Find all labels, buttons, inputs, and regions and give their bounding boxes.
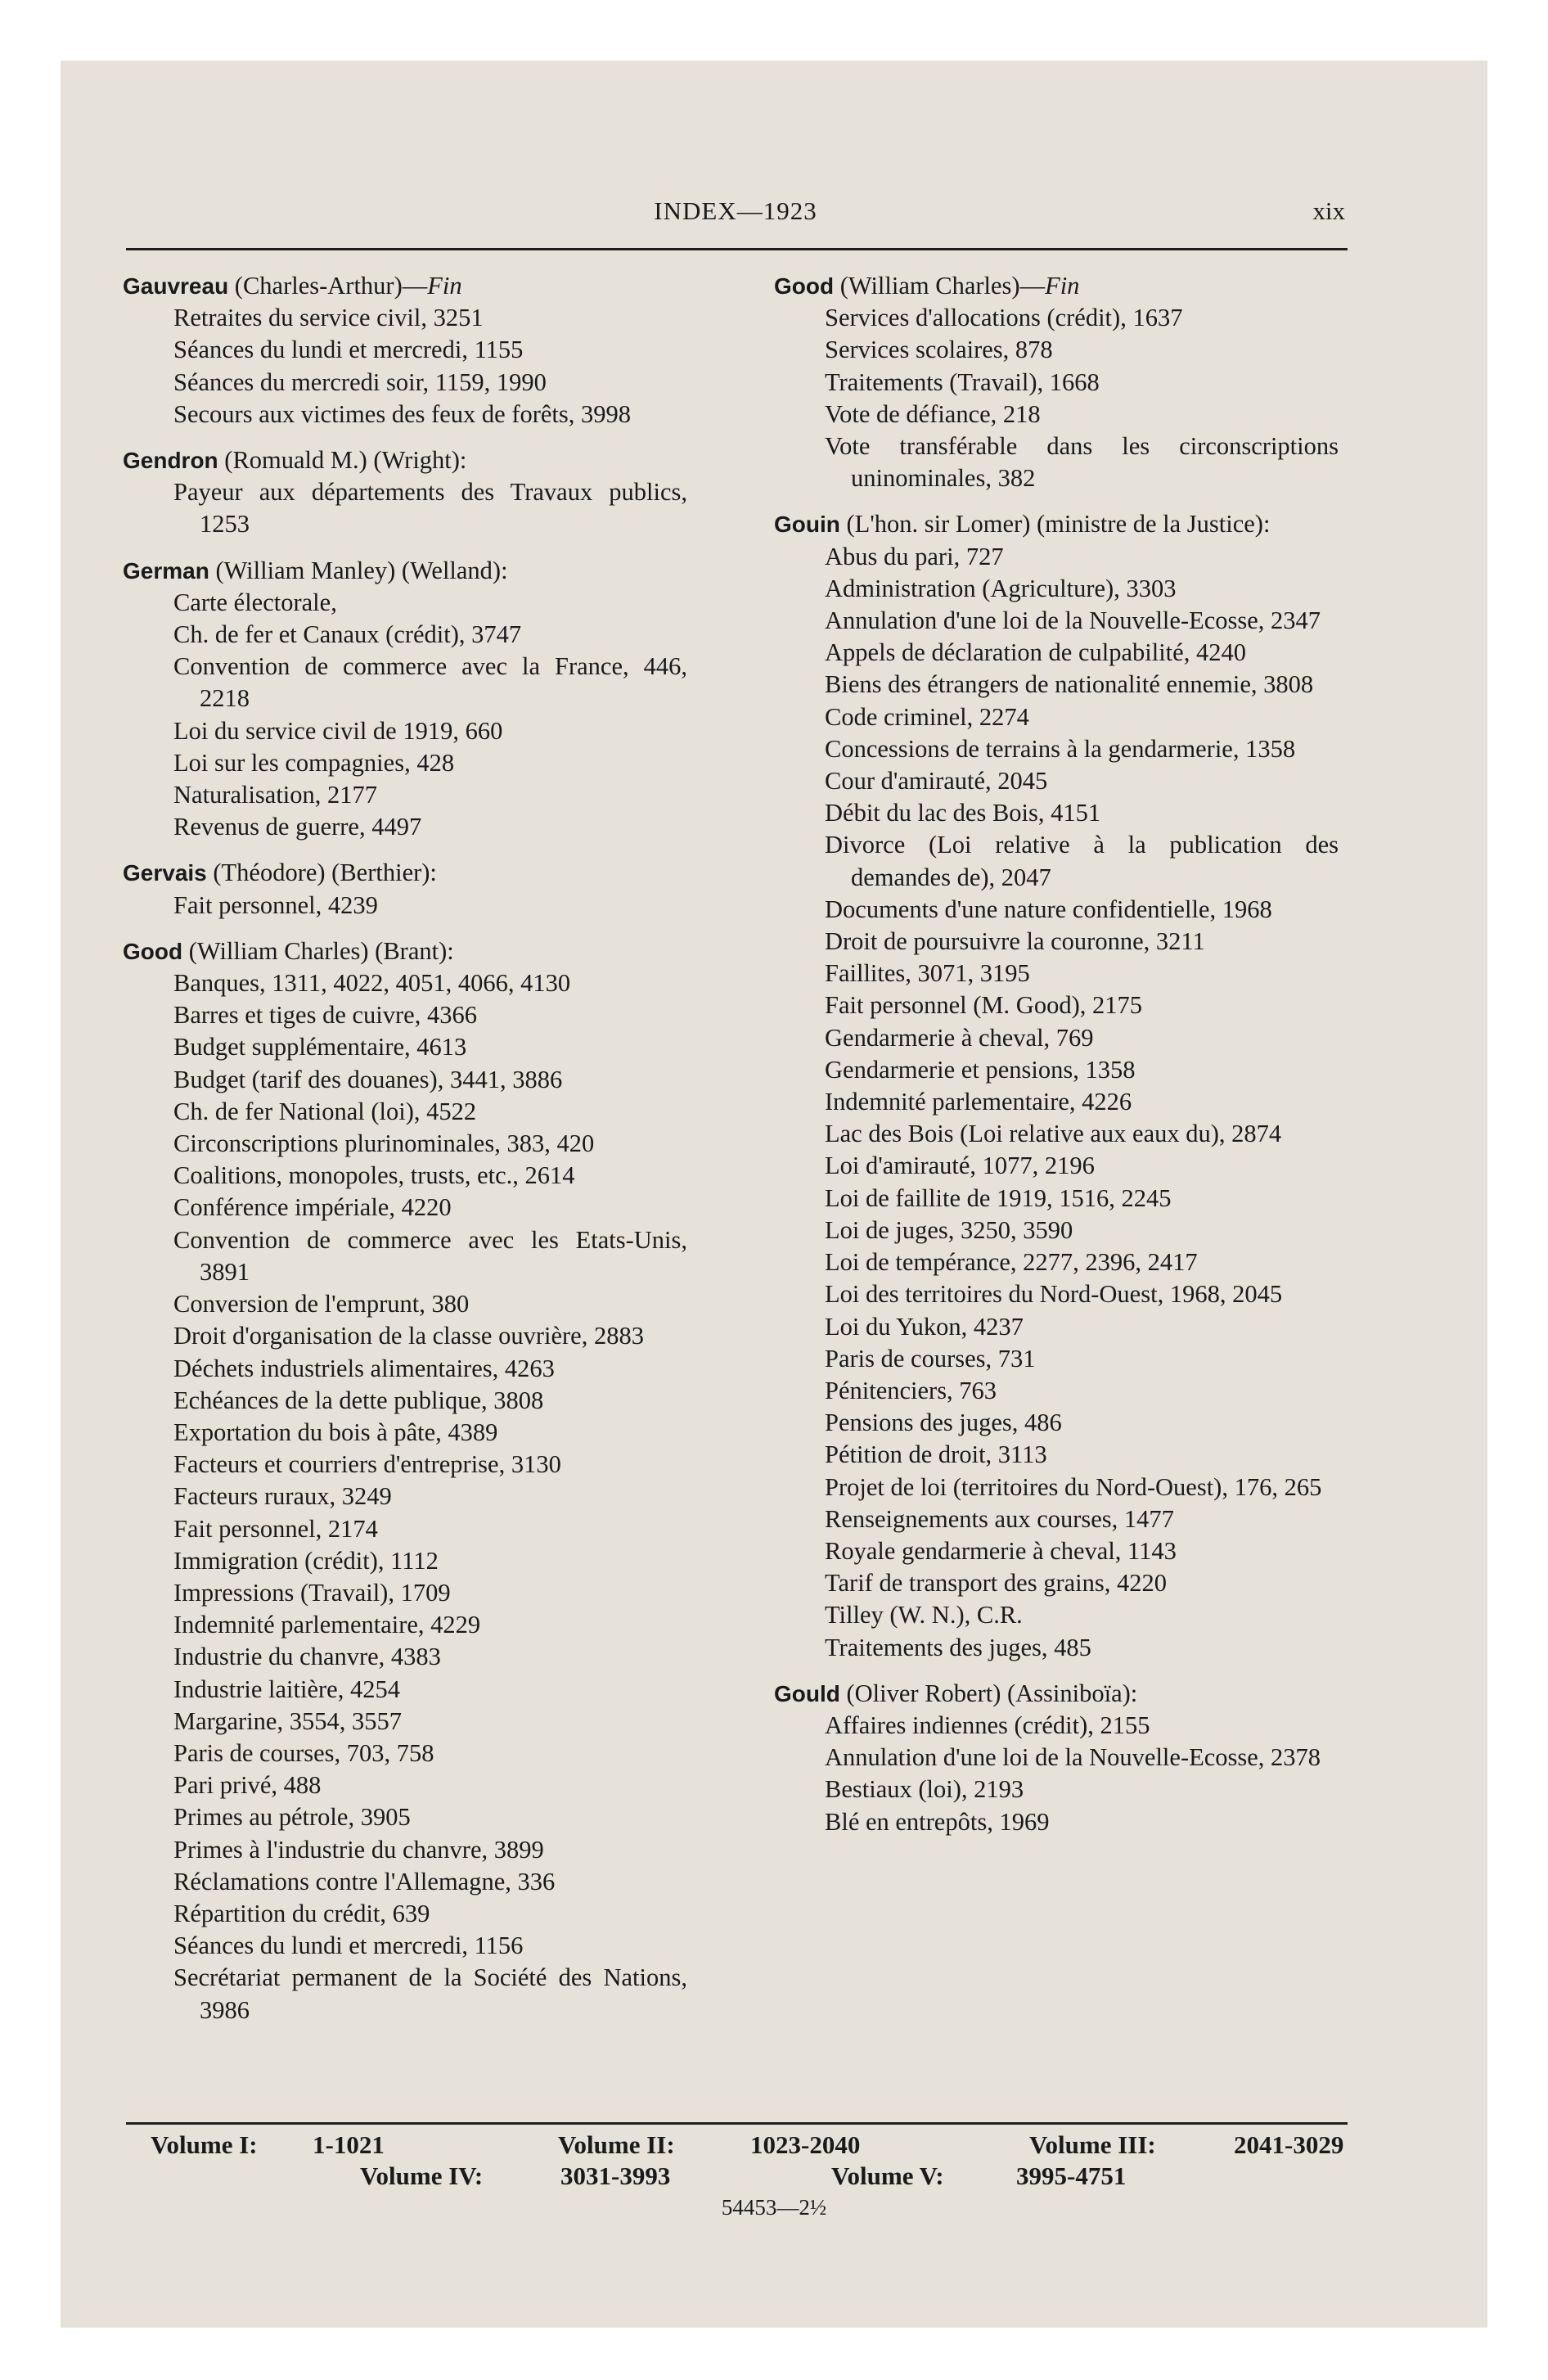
member-riding: (Oliver Robert) (Assiniboïa): <box>839 1679 1138 1707</box>
member-name: Gouin <box>774 512 840 538</box>
member-riding: (William Charles) (Brant): <box>182 936 454 965</box>
subject-entry: Droit de poursuivre la couronne, 3211 <box>825 927 1205 956</box>
subject-entry: Payeur aux départements des Travaux publics, 1253 <box>173 478 687 539</box>
member-name: Gervais <box>123 860 207 886</box>
subject-entry: Revenus de guerre, 4497 <box>173 813 422 841</box>
subject-entry: Fait personnel, 2174 <box>173 1514 378 1543</box>
subject-entry: Echéances de la dette publique, 3808 <box>173 1386 544 1414</box>
subject-entry: Code criminel, 2274 <box>825 702 1029 731</box>
entry-heading <box>774 270 1339 302</box>
subject-entry: Renseignements aux courses, 1477 <box>825 1504 1174 1533</box>
subject-entry: Loi sur les compagnies, 428 <box>173 748 455 777</box>
member-riding: (L'hon. sir Lomer) (ministre de la Justice): <box>839 510 1271 539</box>
subject-entry: Cour d'amirauté, 2045 <box>825 767 1048 796</box>
subject-entry: Royale gendarmerie à cheval, 1143 <box>825 1536 1177 1565</box>
running-head <box>126 196 1345 237</box>
entry-heading <box>774 508 1339 540</box>
subject-entry: Faillites, 3071, 3195 <box>825 959 1030 988</box>
subject-entry: Budget (tarif des douanes), 3441, 3886 <box>173 1065 563 1093</box>
page-title: INDEX—1923 <box>654 196 817 225</box>
subject-entry: Paris de courses, 731 <box>825 1344 1036 1373</box>
subject-entry: Pétition de droit, 3113 <box>825 1440 1047 1469</box>
subject-entry: Loi des territoires du Nord-Ouest, 1968, 2045 <box>825 1280 1283 1309</box>
left-column <box>123 270 687 2040</box>
subject-entry: Droit d'organisation de la classe ouvrière, 2883 <box>173 1322 644 1350</box>
member-name: Good <box>774 273 835 299</box>
entry-heading <box>123 444 687 476</box>
subject-entry: Divorce (Loi relative à la publication des demandes de), 2047 <box>825 831 1339 891</box>
subject-entry: Coalitions, monopoles, trusts, etc., 2614 <box>173 1161 575 1190</box>
page-number: xix <box>1312 196 1345 225</box>
subject-entry: Lac des Bois (Loi relative aux eaux du), 2874 <box>825 1120 1282 1148</box>
subject-entry: Convention de commerce avec les Etats-Unis, 3891 <box>173 1225 687 1286</box>
volume-5-label: Volume V: <box>831 2161 944 2190</box>
subject-entry: Convention de commerce avec la France, 446, 2218 <box>173 652 687 713</box>
footer-rule <box>126 2122 1348 2125</box>
index-entry <box>123 444 687 541</box>
volume-2-label: Volume II: <box>558 2130 675 2159</box>
subject-entry: Réclamations contre l'Allemagne, 336 <box>173 1867 556 1895</box>
subject-entry: Carte électorale, <box>173 588 337 616</box>
member-riding: (Théodore) (Berthier): <box>206 859 437 887</box>
subject-entry: Ch. de fer National (loi), 4522 <box>173 1097 477 1125</box>
subject-entry: Séances du lundi et mercredi, 1156 <box>173 1931 524 1960</box>
subject-entry: Fait personnel, 4239 <box>173 890 378 919</box>
member-name: German <box>123 557 209 584</box>
subject-entry: Biens des étrangers de nationalité ennemie, 3808 <box>825 670 1314 699</box>
volume-3-label: Volume III: <box>1029 2130 1156 2159</box>
printer-signature: 54453—2½ <box>721 2195 827 2220</box>
volume-4-label: Volume IV: <box>360 2161 484 2190</box>
entry-heading <box>123 555 687 587</box>
volume-3-range: 2041-3029 <box>1234 2130 1344 2159</box>
subject-entry: Loi du Yukon, 4237 <box>825 1312 1024 1341</box>
subject-entry: Documents d'une nature confidentielle, 1968 <box>825 895 1272 923</box>
subject-entry: Secours aux victimes des feux de forêts, 3998 <box>173 399 632 428</box>
subject-entry: Secrétariat permanent de la Société des Nations, 3986 <box>173 1963 687 2024</box>
subject-entry: Impressions (Travail), 1709 <box>173 1578 451 1607</box>
subject-entry: Services d'allocations (crédit), 1637 <box>825 304 1183 332</box>
subject-entry: Séances du mercredi soir, 1159, 1990 <box>173 367 547 396</box>
index-entry <box>123 857 687 921</box>
subject-entry: Pénitenciers, 763 <box>825 1376 997 1404</box>
volume-2-range: 1023-2040 <box>750 2130 861 2159</box>
volume-5-range: 3995-4751 <box>1016 2161 1127 2190</box>
subject-entry: Ch. de fer et Canaux (crédit), 3747 <box>173 620 522 649</box>
index-entry <box>774 270 1339 494</box>
entry-heading <box>123 935 687 967</box>
member-name: Good <box>123 938 183 964</box>
subject-entry: Facteurs et courriers d'entreprise, 3130 <box>173 1450 561 1479</box>
subject-entry: Séances du lundi et mercredi, 1155 <box>173 336 524 364</box>
subject-entry: Tarif de transport des grains, 4220 <box>825 1569 1167 1598</box>
entry-heading <box>123 857 687 889</box>
subject-entry: Banques, 1311, 4022, 4051, 4066, 4130 <box>173 969 571 998</box>
subject-entry: Conférence impériale, 4220 <box>173 1193 452 1222</box>
volume-1-range: 1-1021 <box>313 2130 385 2159</box>
subject-entry: Loi de faillite de 1919, 1516, 2245 <box>825 1183 1172 1212</box>
subject-entry: Projet de loi (territoires du Nord-Ouest), 176, 265 <box>825 1472 1322 1501</box>
index-entry <box>774 1678 1339 1838</box>
member-name: Gendron <box>123 448 218 474</box>
subject-entry: Administration (Agriculture), 3303 <box>825 574 1177 602</box>
subject-entry: Industrie du chanvre, 4383 <box>173 1643 441 1671</box>
subject-entry: Services scolaires, 878 <box>825 336 1053 364</box>
subject-entry: Annulation d'une loi de la Nouvelle-Ecosse, 2347 <box>825 606 1321 635</box>
entry-heading <box>123 270 687 302</box>
index-entry <box>123 935 687 2026</box>
member-riding: (Charles-Arthur)— <box>228 272 428 300</box>
subject-entry: Indemnité parlementaire, 4229 <box>173 1611 481 1639</box>
continuation-marker: Fin <box>427 272 462 300</box>
subject-entry: Margarine, 3554, 3557 <box>173 1706 402 1735</box>
subject-entry: Affaires indiennes (crédit), 2155 <box>825 1711 1150 1739</box>
volume-1-label: Volume I: <box>151 2130 258 2159</box>
subject-entry: Retraites du service civil, 3251 <box>173 304 484 332</box>
subject-entry: Primes à l'industrie du chanvre, 3899 <box>173 1835 544 1864</box>
entry-heading <box>774 1678 1339 1710</box>
member-riding: (Romuald M.) (Wright): <box>218 446 467 475</box>
subject-entry: Loi de juges, 3250, 3590 <box>825 1215 1073 1244</box>
subject-entry: Primes au pétrole, 3905 <box>173 1803 411 1832</box>
subject-entry: Concessions de terrains à la gendarmerie, 1358 <box>825 734 1296 763</box>
subject-entry: Tilley (W. N.), C.R. <box>825 1601 1023 1629</box>
subject-entry: Bestiaux (loi), 2193 <box>825 1775 1024 1804</box>
member-riding: (William Charles)— <box>834 272 1046 300</box>
member-riding: (William Manley) (Welland): <box>209 556 508 584</box>
subject-entry: Annulation d'une loi de la Nouvelle-Ecosse, 2378 <box>825 1743 1321 1772</box>
subject-entry: Indemnité parlementaire, 4226 <box>825 1088 1132 1116</box>
subject-entry: Fait personnel (M. Good), 2175 <box>825 991 1142 1020</box>
subject-entry: Déchets industriels alimentaires, 4263 <box>173 1354 555 1382</box>
subject-entry: Exportation du bois à pâte, 4389 <box>173 1418 498 1446</box>
subject-entry: Débit du lac des Bois, 4151 <box>825 799 1101 827</box>
subject-entry: Abus du pari, 727 <box>825 542 1004 570</box>
subject-entry: Gendarmerie à cheval, 769 <box>825 1023 1094 1052</box>
subject-entry: Loi de tempérance, 2277, 2396, 2417 <box>825 1248 1198 1277</box>
subject-entry: Répartition du crédit, 639 <box>173 1899 430 1927</box>
subject-entry: Loi d'amirauté, 1077, 2196 <box>825 1152 1095 1180</box>
subject-entry: Pensions des juges, 486 <box>825 1409 1062 1437</box>
member-name: Gould <box>774 1680 840 1706</box>
subject-entry: Circonscriptions plurinominales, 383, 420 <box>173 1129 595 1158</box>
volume-4-range: 3031-3993 <box>560 2161 671 2190</box>
subject-entry: Facteurs ruraux, 3249 <box>173 1482 392 1511</box>
subject-entry: Barres et tiges de cuivre, 4366 <box>173 1001 477 1030</box>
member-name: Gauvreau <box>123 273 229 299</box>
index-entry <box>123 555 687 844</box>
subject-entry: Vote transférable dans les circonscriptions uninominales, 382 <box>825 432 1339 493</box>
subject-entry: Vote de défiance, 218 <box>825 399 1041 428</box>
subject-entry: Loi du service civil de 1919, 660 <box>173 716 503 745</box>
subject-entry: Pari privé, 488 <box>173 1771 322 1800</box>
subject-entry: Conversion de l'emprunt, 380 <box>173 1290 470 1318</box>
subject-entry: Budget supplémentaire, 4613 <box>173 1033 467 1062</box>
continuation-marker: Fin <box>1045 272 1080 300</box>
subject-entry: Immigration (crédit), 1112 <box>173 1546 439 1575</box>
subject-entry: Naturalisation, 2177 <box>173 781 378 809</box>
subject-entry: Gendarmerie et pensions, 1358 <box>825 1055 1136 1084</box>
index-entry <box>123 270 687 430</box>
header-rule <box>126 248 1348 250</box>
subject-entry: Paris de courses, 703, 758 <box>173 1738 434 1767</box>
index-entry <box>774 508 1339 1663</box>
subject-entry: Blé en entrepôts, 1969 <box>825 1807 1050 1836</box>
subject-entry: Appels de déclaration de culpabilité, 4240 <box>825 638 1246 667</box>
right-column <box>774 270 1339 1852</box>
subject-entry: Traitements (Travail), 1668 <box>825 367 1100 396</box>
subject-entry: Traitements des juges, 485 <box>825 1633 1091 1661</box>
subject-entry: Industrie laitière, 4254 <box>173 1675 400 1703</box>
